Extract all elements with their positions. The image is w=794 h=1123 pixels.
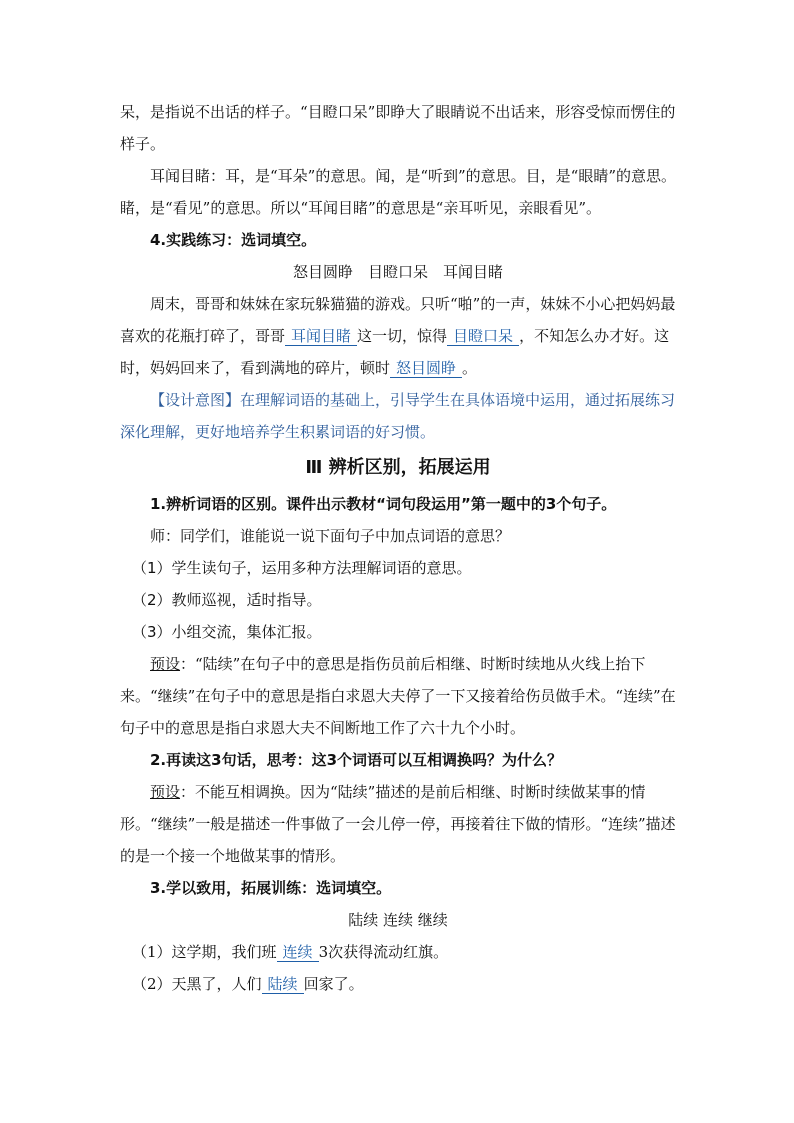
story-text-1: 周末，哥哥和妹妹在家玩躲猫猫的游戏。只听“啪”的一声，妹妹不小心把妈妈最喜欢的花瓶打碎了，哥哥: [120, 295, 676, 345]
section3-item3: 3.学以致用，拓展训练：选词填空。: [150, 879, 392, 897]
item4-story: [120, 288, 676, 384]
paragraph-dengkoudai: 呆，是指说不出话的样子。“目瞪口呆”即睁大了眼睛说不出话来，形容受惊而愣住的样子。: [120, 103, 676, 153]
exercise-1-answer: 连续: [277, 943, 319, 962]
step-3: （3）小组交流，集体汇报。: [132, 623, 322, 641]
exercise-2: [120, 968, 676, 1000]
preset-text-1: ：“陆续”在句子中的意思是指伤员前后相继、时断时续地从火线上抬下来。“继续”在句子中的意思是指白求恩大夫停了一下又接着给伤员做手术。“连续”在句子中的意思是指白求恩大夫不间断地工作了六十九个小时。: [120, 655, 676, 737]
document-content: [120, 96, 676, 1000]
teacher-question: 师：同学们，谁能说一说下面句子中加点词语的意思？: [150, 527, 511, 545]
preset-answer-2: [120, 776, 676, 872]
blank-answer-1: 耳闻目睹: [285, 327, 357, 346]
preset-answer-1: [120, 648, 676, 744]
section3-item1: 1.辨析词语的区别。课件出示教材“词句段运用”第一题中的3个句子。: [150, 495, 617, 513]
design-intent: [120, 384, 676, 448]
exercise-1-text-a: （1）这学期，我们班: [132, 943, 277, 961]
step-2: （2）教师巡视，适时指导。: [132, 591, 322, 609]
preset-text-2: ：不能互相调换。因为“陆续”描述的是前后相继、时断时续做某事的情形。“继续”一般是描述一件事做了一会儿停一停，再接着往下做的情形。“连续”描述的是一个接一个地做某事的情形。: [120, 783, 676, 865]
exercise-2-text-a: （2）天黑了，人们: [132, 975, 262, 993]
story-text-2: 这一切，惊得: [357, 327, 448, 345]
design-intent-label: 【设计意图】: [150, 391, 241, 409]
design-intent-text: 在理解词语的基础上，引导学生在具体语境中运用，通过拓展练习深化理解，更好地培养学生积累词语的好习惯。: [120, 391, 676, 441]
exercise-1-text-c: 3次获得流动红旗。: [318, 943, 449, 961]
step-1: （1）学生读句子，运用多种方法理解词语的意思。: [132, 559, 472, 577]
exercise-1: [120, 936, 676, 968]
item4-word-bank: 怒目圆睁 目瞪口呆 耳闻目睹: [292, 263, 503, 281]
story-text-3: ，不知怎么办才好。这时，妈妈回来了，看到满地的碎片，顿时: [120, 327, 670, 377]
blank-answer-2: 目瞪口呆: [447, 327, 519, 346]
preset-label-1: 预设: [150, 655, 181, 673]
story-text-4: 。: [462, 359, 478, 377]
paragraph-erwenmudu: 耳闻目睹：耳，是“耳朵”的意思。闻，是“听到”的意思。目，是“眼睛”的意思。睹，是“看见”的意思。所以“耳闻目睹”的意思是“亲耳听见，亲眼看见”。: [120, 167, 677, 217]
exercise-2-text-c: 回家了。: [303, 975, 364, 993]
section3-word-bank: 陆续 连续 继续: [348, 911, 448, 929]
blank-answer-3: 怒目圆睁: [390, 359, 462, 378]
section3-item2: 2.再读这3句话，思考：这3个词语可以互相调换吗？为什么？: [150, 751, 563, 769]
exercise-2-answer: 陆续: [262, 975, 304, 994]
item4-title: 4.实践练习：选词填空。: [150, 231, 317, 249]
preset-label-2: 预设: [150, 783, 181, 801]
section-3-heading: Ⅲ 辨析区别，拓展运用: [305, 457, 491, 478]
